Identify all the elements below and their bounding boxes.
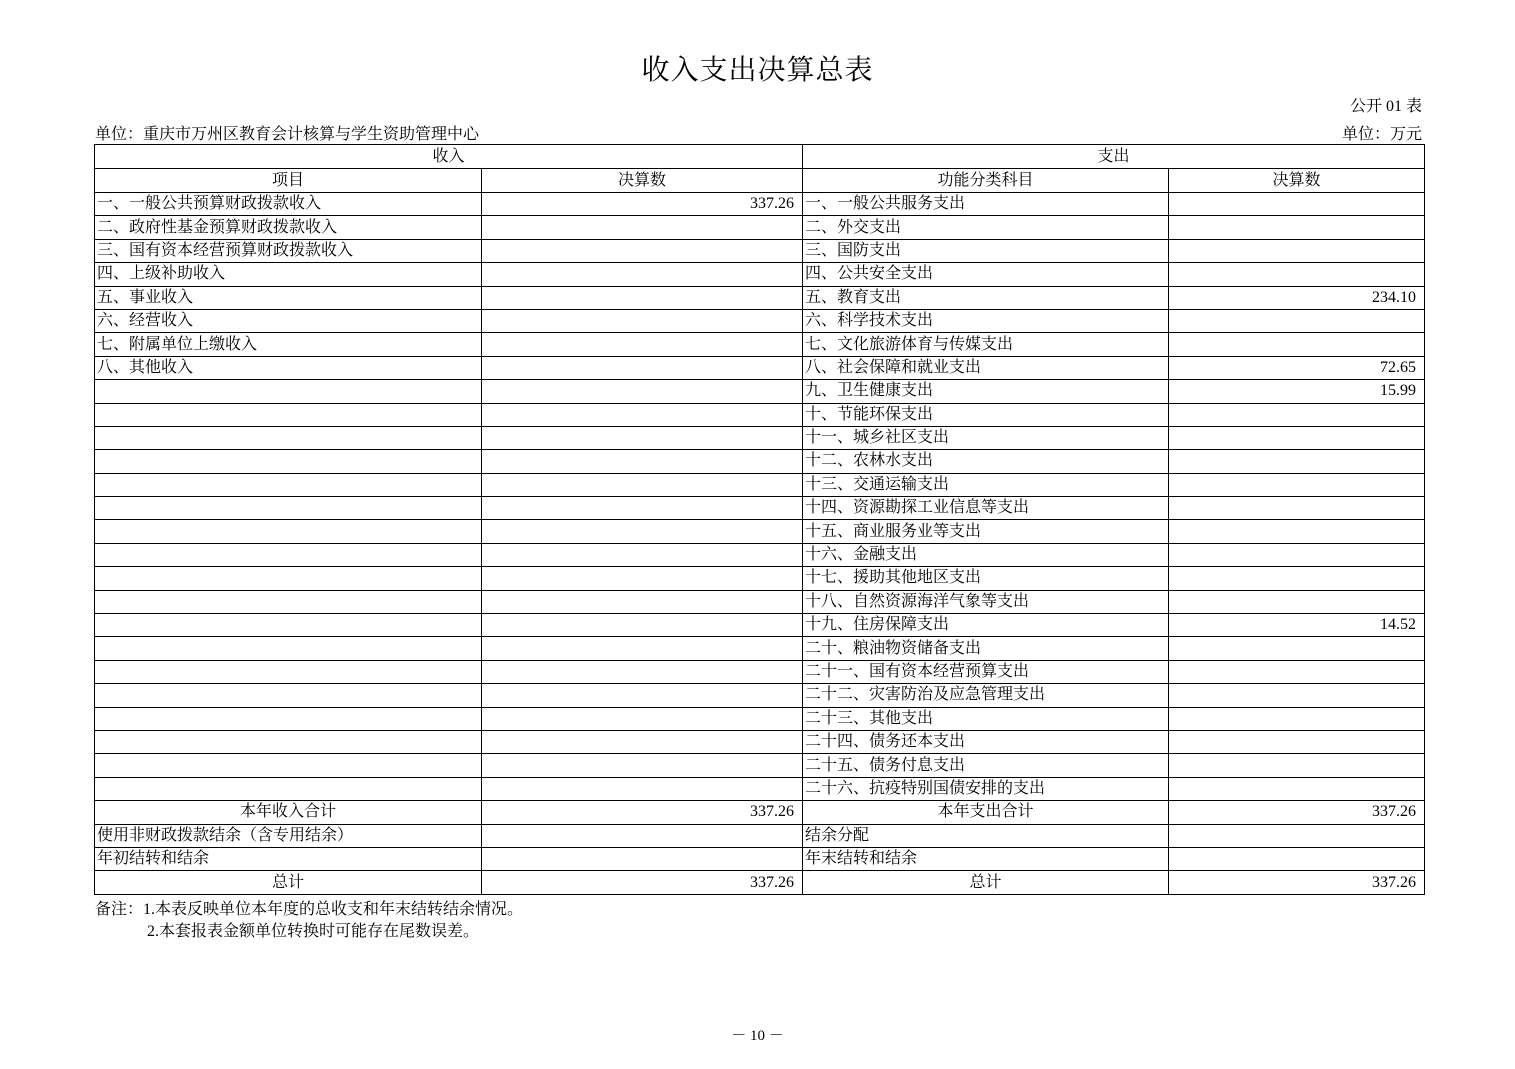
expense-item: 二十、粮油物资储备支出 [803,637,1169,660]
table-row [95,403,1425,426]
income-item [95,426,482,449]
expense-amount [1169,707,1425,730]
page-number: － 10 － [731,1028,784,1044]
expense-amount [1169,590,1425,613]
table-row [95,637,1425,660]
income-amount [482,333,803,356]
income-amount [482,356,803,379]
income-item [95,754,482,777]
income-amount [482,403,803,426]
income-amount [482,309,803,332]
income-item: 七、附属单位上缴收入 [95,333,482,356]
expense-item: 十七、援助其他地区支出 [803,567,1169,590]
budget-table [94,144,1425,895]
expense-amount [1169,567,1425,590]
income-item [95,730,482,753]
income-item [95,637,482,660]
end-carryover-label: 年末结转和结余 [803,847,1169,870]
income-amount [482,497,803,520]
income-amount [482,216,803,239]
income-item [95,450,482,473]
table-row [95,333,1425,356]
income-item: 五、事业收入 [95,286,482,309]
table-row [95,239,1425,262]
expense-amount [1169,660,1425,683]
table-row [95,684,1425,707]
reporting-unit: 单位：重庆市万州区教育会计核算与学生资助管理中心 [95,126,480,143]
income-amount [482,730,803,753]
income-amount [482,380,803,403]
expense-amount [1169,754,1425,777]
expense-item: 七、文化旅游体育与传媒支出 [803,333,1169,356]
income-amount [482,614,803,637]
table-row [95,216,1425,239]
expense-item: 二十四、债务还本支出 [803,730,1169,753]
income-amount [482,239,803,262]
begin-carryover-value [482,847,803,870]
note-1: 备注：1.本表反映单位本年度的总收支和年末结转结余情况。 [95,901,524,918]
expense-item: 三、国防支出 [803,239,1169,262]
page-title: 收入支出决算总表 [641,55,874,86]
expense-amount [1169,239,1425,262]
total-income-value: 337.26 [482,801,803,824]
total-expense-value: 337.26 [1169,801,1425,824]
table-row [95,777,1425,800]
income-item: 一、一般公共预算财政拨款收入 [95,193,482,216]
income-item [95,567,482,590]
income-amount [482,263,803,286]
expense-item: 十一、城乡社区支出 [803,426,1169,449]
expense-item: 二、外交支出 [803,216,1169,239]
expense-item: 六、科学技术支出 [803,309,1169,332]
table-row [95,590,1425,613]
income-amount [482,450,803,473]
income-amount [482,637,803,660]
income-item [95,543,482,566]
table-row [95,286,1425,309]
income-amount [482,473,803,496]
expense-amount: 72.65 [1169,356,1425,379]
expense-item: 二十三、其他支出 [803,707,1169,730]
income-item [95,684,482,707]
income-header: 收入 [95,145,803,169]
expense-amount [1169,216,1425,239]
expense-amount [1169,263,1425,286]
note-2: 2.本套报表金额单位转换时可能存在尾数误差。 [147,923,480,940]
column-header-row [95,169,1425,193]
income-item [95,777,482,800]
grand-income-label: 总计 [95,871,482,894]
income-item: 三、国有资本经营预算财政拨款收入 [95,239,482,262]
expense-item: 十八、自然资源海洋气象等支出 [803,590,1169,613]
income-item [95,520,482,543]
table-row [95,520,1425,543]
total-expense-label: 本年支出合计 [803,801,1169,824]
income-amount [482,543,803,566]
income-amount [482,590,803,613]
expense-amount [1169,193,1425,216]
income-item [95,614,482,637]
table-row [95,473,1425,496]
table-row [95,754,1425,777]
expense-amount [1169,333,1425,356]
expense-item: 十、节能环保支出 [803,403,1169,426]
column-header-function: 功能分类科目 [803,169,1169,193]
currency-unit: 单位：万元 [1341,126,1422,143]
expense-amount [1169,403,1425,426]
table-row [95,263,1425,286]
expense-amount [1169,684,1425,707]
table-row [95,450,1425,473]
end-carryover-value [1169,847,1425,870]
total-row [95,801,1425,824]
income-amount [482,520,803,543]
column-header-expense-amount: 决算数 [1169,169,1425,193]
expense-amount [1169,777,1425,800]
nonfiscal-row [95,824,1425,847]
column-header-income-amount: 决算数 [482,169,803,193]
table-row [95,193,1425,216]
expense-item: 二十二、灾害防治及应急管理支出 [803,684,1169,707]
income-amount [482,707,803,730]
expense-amount [1169,730,1425,753]
table-row [95,707,1425,730]
income-amount [482,286,803,309]
expense-item: 十二、农林水支出 [803,450,1169,473]
form-number: 公开 01 表 [1349,98,1422,115]
surplus-alloc-label: 结余分配 [803,824,1169,847]
total-income-label: 本年收入合计 [95,801,482,824]
expense-amount [1169,497,1425,520]
table-row [95,380,1425,403]
expense-item: 九、卫生健康支出 [803,380,1169,403]
expense-item: 十三、交通运输支出 [803,473,1169,496]
expense-item: 二十五、债务付息支出 [803,754,1169,777]
expense-item: 十六、金融支出 [803,543,1169,566]
expense-amount [1169,450,1425,473]
income-amount [482,660,803,683]
income-item [95,380,482,403]
income-item [95,590,482,613]
group-header-row [95,145,1425,169]
begin-carryover-label: 年初结转和结余 [95,847,482,870]
expense-amount [1169,520,1425,543]
expense-amount [1169,637,1425,660]
expense-amount [1169,473,1425,496]
income-item: 六、经营收入 [95,309,482,332]
expense-item: 十五、商业服务业等支出 [803,520,1169,543]
expense-item: 八、社会保障和就业支出 [803,356,1169,379]
expense-header: 支出 [803,145,1425,169]
expense-amount [1169,426,1425,449]
income-amount [482,754,803,777]
income-amount [482,567,803,590]
expense-item: 四、公共安全支出 [803,263,1169,286]
expense-amount [1169,309,1425,332]
income-item [95,660,482,683]
expense-item: 二十一、国有资本经营预算支出 [803,660,1169,683]
income-item [95,473,482,496]
income-amount [482,426,803,449]
expense-amount [1169,543,1425,566]
carryover-row [95,847,1425,870]
expense-item: 二十六、抗疫特别国债安排的支出 [803,777,1169,800]
income-amount: 337.26 [482,193,803,216]
table-row [95,614,1425,637]
expense-amount: 234.10 [1169,286,1425,309]
table-row [95,309,1425,332]
table-row [95,356,1425,379]
table-row [95,426,1425,449]
grand-expense-value: 337.26 [1169,871,1425,894]
table-row [95,497,1425,520]
expense-amount: 15.99 [1169,380,1425,403]
nonfiscal-value [482,824,803,847]
income-item [95,497,482,520]
expense-item: 五、教育支出 [803,286,1169,309]
grand-expense-label: 总计 [803,871,1169,894]
expense-item: 十四、资源勘探工业信息等支出 [803,497,1169,520]
column-header-item: 项目 [95,169,482,193]
expense-item: 十九、住房保障支出 [803,614,1169,637]
nonfiscal-label: 使用非财政拨款结余（含专用结余） [95,824,482,847]
grand-income-value: 337.26 [482,871,803,894]
surplus-alloc-value [1169,824,1425,847]
income-item [95,707,482,730]
income-item: 八、其他收入 [95,356,482,379]
income-amount [482,684,803,707]
expense-item: 一、一般公共服务支出 [803,193,1169,216]
table-row [95,567,1425,590]
grand-total-row [95,871,1425,894]
income-amount [482,777,803,800]
income-item: 二、政府性基金预算财政拨款收入 [95,216,482,239]
income-item [95,403,482,426]
table-row [95,730,1425,753]
table-row [95,660,1425,683]
notes [95,899,523,943]
table-row [95,543,1425,566]
expense-amount: 14.52 [1169,614,1425,637]
income-item: 四、上级补助收入 [95,263,482,286]
